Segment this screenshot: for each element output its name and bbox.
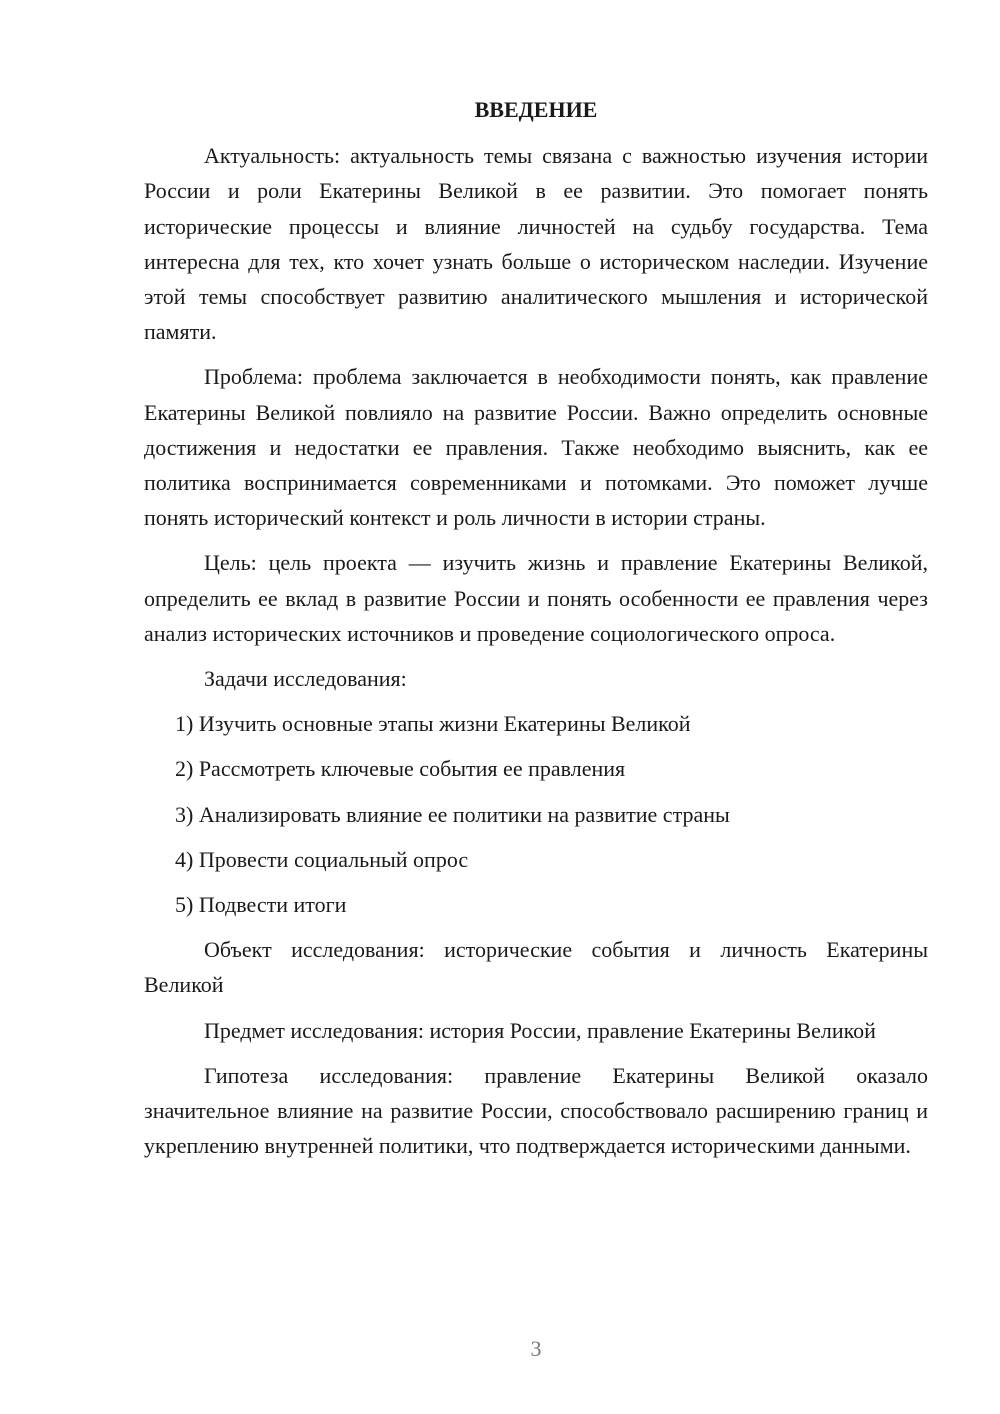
paragraph-hypothesis: Гипотеза исследования: правление Екатерины Великой оказало значительное влияние на развитие России, способствовало расширению границ и укреплению внутренней политики, что подтверждается историческими данными. bbox=[144, 1062, 928, 1159]
paragraph-goal: Цель: цель проекта — изучить жизнь и правление Екатерины Великой, определить ее вклад в развитие России и понять особенности ее правления через анализ исторических источников и проведение социологического опроса. bbox=[144, 550, 928, 646]
list-item: 5) Подвести итоги bbox=[175, 892, 347, 918]
document-page bbox=[144, 92, 928, 1173]
paragraph-object: Объект исследования: исторические события и личность Екатерины Великой bbox=[144, 937, 928, 998]
page-number: 3 bbox=[530, 1336, 542, 1361]
paragraph-relevance: Актуальность: актуальность темы связана с важностью изучения истории России и роли Екатерины Великой в ее развитии. Это помогает понять исторические процессы и влияние личностей на судьбу государства. Тема интересна для тех, кто хочет узнать больше о историческом наследии. Изучение этой темы способствует развитию аналитического мышления и исторической памяти. bbox=[144, 143, 928, 345]
list-item: 3) Анализировать влияние ее политики на развитие страны bbox=[175, 801, 730, 827]
list-item: 4) Провести социальный опрос bbox=[175, 846, 469, 872]
paragraph-problem: Проблема: проблема заключается в необходимости понять, как правление Екатерины Великой повлияло на развитие России. Важно определить основные достижения и недостатки ее правления. Также необходимо выяснить, как ее политика воспринимается современниками и потомками. Это поможет лучше понять исторический контекст и роль личности в истории страны. bbox=[144, 364, 928, 531]
task-list bbox=[144, 706, 928, 922]
page-title: ВВЕДЕНИЕ bbox=[474, 97, 598, 122]
list-item: 1) Изучить основные этапы жизни Екатерины Великой bbox=[175, 711, 691, 737]
paragraph-subject: Предмет исследования: история России, правление Екатерины Великой bbox=[204, 1017, 876, 1043]
list-item: 2) Рассмотреть ключевые события ее правления bbox=[175, 756, 626, 782]
tasks-heading: Задачи исследования: bbox=[204, 666, 407, 692]
